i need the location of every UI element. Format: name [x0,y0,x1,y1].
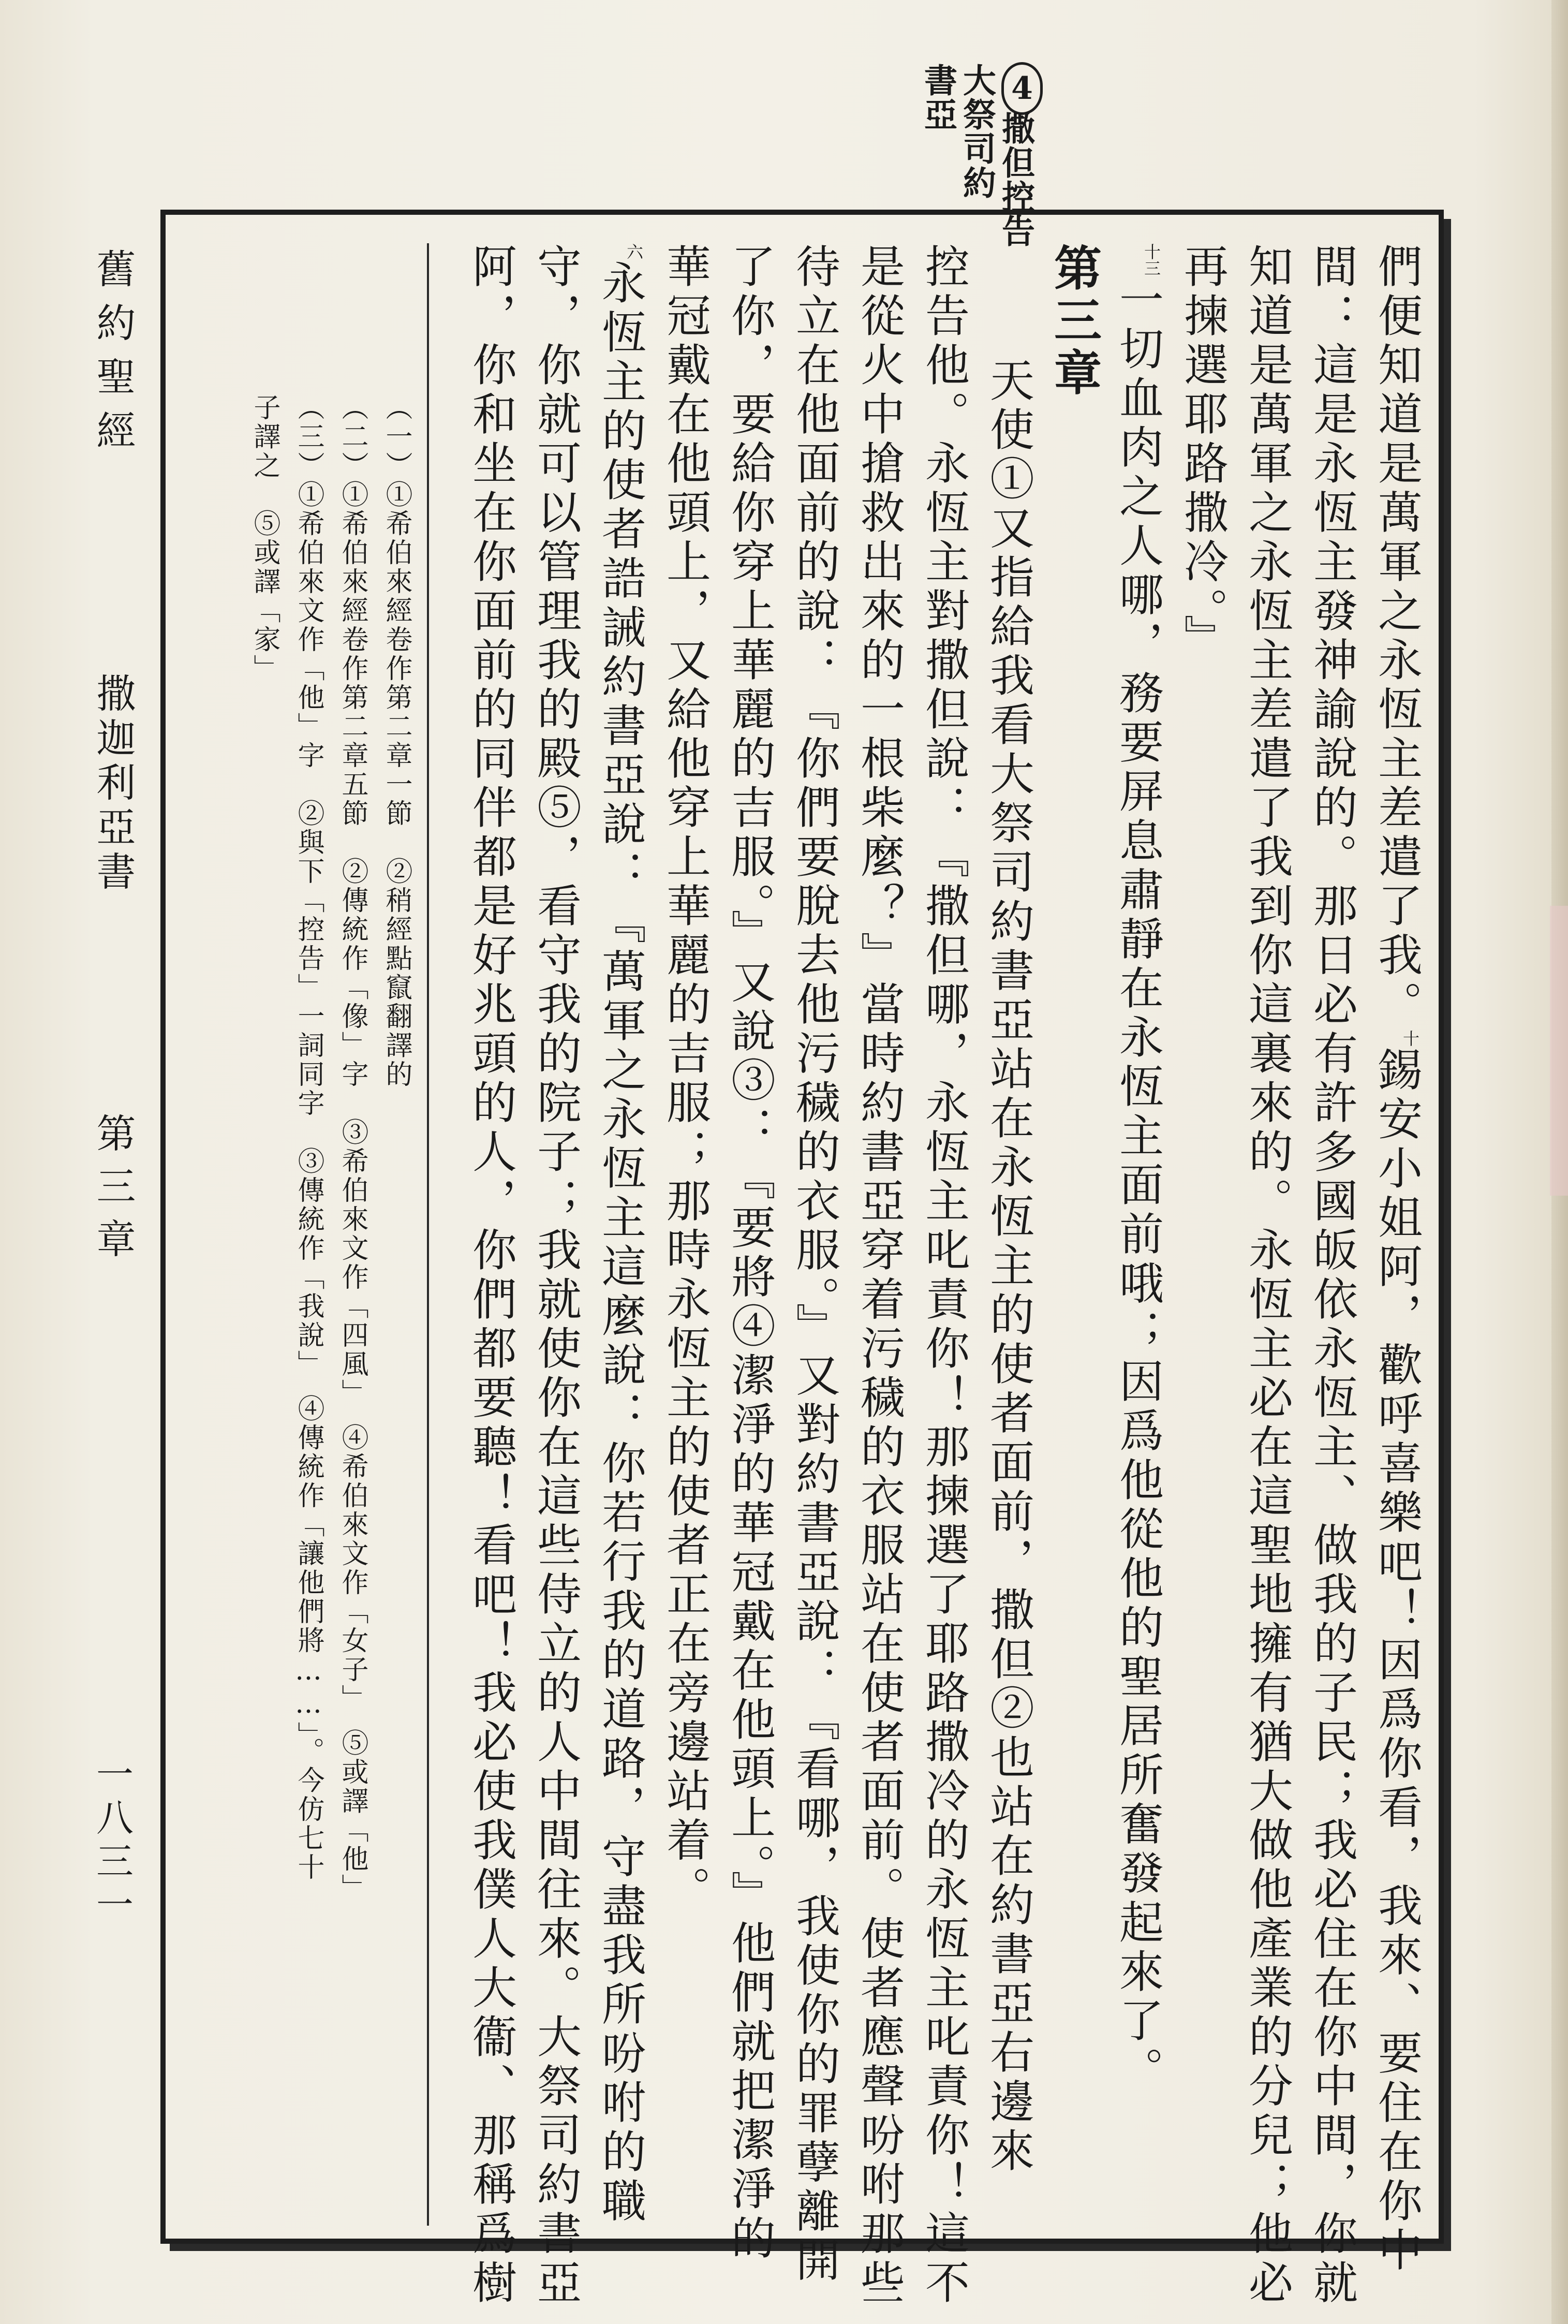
footnote-1 [383,393,410,1089]
running-title-collection: 舊約聖經 [90,248,136,464]
page-tab-mark [1550,906,1568,1196]
body-column-11-text: 了你，要給你穿上華麗的吉服。』又說③：『要將④潔淨的華冠戴在他頭上。』他們就把潔淨的 [723,243,775,2264]
footnote-2 [339,393,366,1903]
chapter-heading [1046,243,1102,400]
body-column-7-text: 天使①又指給我看大祭司約書亞站在永恆主的使者面前，撒但②也站在約書亞右邊來 [982,357,1034,2176]
body-column-9-text: 是從火中搶救出來的一根柴麼？』當時約書亞穿着污穢的衣服站在使者面前。使者應聲吩咐那些 [853,243,905,2308]
body-column-8 [918,243,969,2308]
verse-number-10: 十 [1400,1030,1420,1047]
body-column-13 [594,243,646,2227]
page-number: 一八三一 [90,1755,134,1929]
body-column-11 [723,243,775,2264]
footnote-3 [295,393,322,1882]
footnote-4 [251,393,278,683]
margin-heading-number: 4 [1001,62,1043,115]
running-title-book: 撒迦利亞書 [90,673,136,895]
body-column-1-continuation: 錫安小姐阿，歡呼喜樂吧！因爲你看，我來、要住在你中 [1370,1047,1422,2276]
verse-number-c3v6: 六 [624,243,644,260]
body-column-15-text: 阿，你和坐在你面前的同伴都是好兆頭的人，你們都要聽！看吧！我必使我僕人大衞、那稱爲樹 [465,243,516,2308]
body-column-2-text: 間：這是永恆主發神諭說的。那日必有許多國皈依永恆主、做我的子民；我必住在你中間，你就 [1306,243,1357,2308]
footnote-1-text: （一）①希伯來經卷作第二章一節 ②稍經點竄翻譯的 [381,393,412,1089]
footnote-2-text: （二）①希伯來經卷作第二章五節 ②傳統作「像」字 ③希伯來文作「四風」 ④希伯來文作「女子」 ⑤或譯「他」 [337,393,368,1903]
body-column-10 [788,243,840,2286]
body-column-12-text: 華冠戴在他頭上，又給他穿上華麗的吉服；那時永恆主的使者正在旁邊站着。 [659,243,711,1915]
body-column-3 [1241,243,1293,2308]
verse-number-13: 十三 [1142,243,1161,276]
footnote-divider [427,243,429,2226]
body-column-14-text: 守，你就可以管理我的殿⑤，看守我的院子；我就使你在這些侍立的人中間往來。大祭司約書亞 [529,243,581,2308]
body-column-4-text: 再揀選耶路撒冷。』 [1176,243,1228,664]
body-column-13-text: 永恆主的使者誥誡約書亞說：『萬軍之永恆主這麼說：你若行我的道路，守盡我所吩咐的職 [594,260,646,2227]
footnote-3-text: （三）①希伯來文作「他」字 ②與下「控告」一詞同字 ③傳統作「我說」 ④傳統作「讓他們將……」。今仿七十 [293,393,324,1882]
body-column-8-text: 控告他。永恆主對撒但說：『撒但哪，永恆主叱責你！那揀選了耶路撒冷的永恆主叱責你！這不 [918,243,969,2308]
body-column-1-text: 們便知道是萬軍之永恆主差遣了我。 [1370,243,1422,1030]
body-column-15 [465,243,516,2308]
body-column-4 [1176,243,1228,664]
margin-heading-line2: 大祭司約 [957,63,996,200]
body-column-12 [659,243,711,1915]
body-column-9 [853,243,905,2308]
body-column-3-text: 知道是萬軍之永恆主差遣了我到你這裏來的。永恆主必在這聖地擁有猶大做他產業的分兒；他必 [1241,243,1293,2308]
body-column-2 [1306,243,1357,2308]
footnote-4-text: 子譯之 ⑤或譯「家」 [249,393,280,683]
chapter-heading-text: 第三章 [1046,243,1102,400]
body-column-14 [529,243,581,2308]
body-column-5-text: 一切血肉之人哪，務要屏息肅靜在永恆主面前哦；因爲他從他的聖居所奮發起來了。 [1112,276,1163,2096]
body-column-1 [1370,243,1422,2276]
margin-heading-line1: 撒但控告 [996,111,1035,248]
running-title-chapter: 第三章 [90,1113,136,1271]
margin-heading-line3: 書亞 [919,63,957,131]
body-column-5 [1112,243,1163,2096]
body-column-7 [982,357,1034,2176]
body-column-10-text: 待立在他面前的說：『你們要脫去他污穢的衣服。』又對約書亞說：『看哪，我使你的罪孽離開 [788,243,840,2286]
